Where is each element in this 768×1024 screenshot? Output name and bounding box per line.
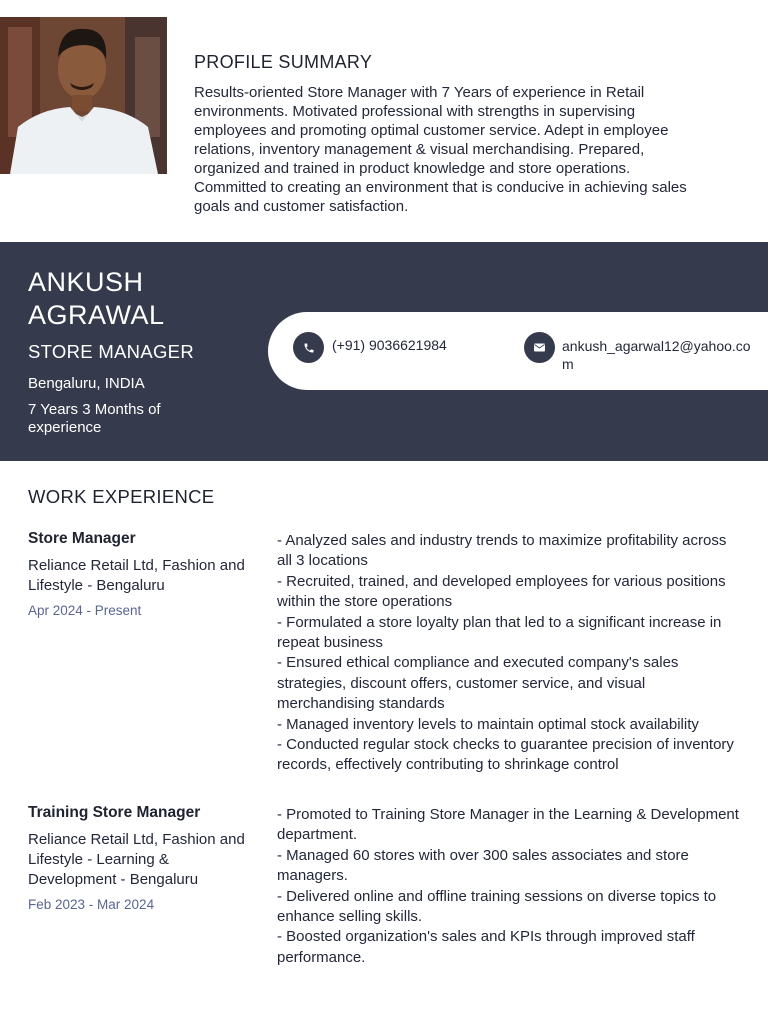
total-experience: 7 Years 3 Months of experience xyxy=(28,401,161,436)
responsibility-item: - Managed 60 stores with over 300 sales associates and store managers. xyxy=(277,846,689,885)
responsibility-item: - Formulated a store loyalty plan that led to a significant increase in repeat business xyxy=(277,613,722,652)
candidate-role: STORE MANAGER xyxy=(28,341,194,362)
profile-summary-text: Results-oriented Store Manager with 7 Years of experience in Retail environments. Motivated professional with strengths in supervising employees and promoting optimal customer service. Adept in employee relations, inventory management & visual merchandising. Prepared, organized and trained in product knowledge and store operations. Committed to creating an environment that is conducive in achieving sales goals and customer satisfaction. xyxy=(194,84,687,215)
responsibility-item: - Conducted regular stock checks to guarantee precision of inventory records, effectively contributing to shrinkage control xyxy=(277,736,734,774)
profile-photo xyxy=(0,17,167,174)
work-experience-heading: WORK EXPERIENCE xyxy=(28,486,215,507)
responsibility-item: - Analyzed sales and industry trends to maximize profitability across all 3 locations xyxy=(277,532,727,570)
candidate-location: Bengaluru, INDIA xyxy=(28,375,145,392)
responsibility-item: - Managed inventory levels to maintain optimal stock availability xyxy=(277,715,699,733)
responsibility-item: - Boosted organization's sales and KPIs through improved staff performance. xyxy=(277,928,695,966)
responsibility-item: - Recruited, trained, and developed employees for various positions within the store operations xyxy=(277,572,726,611)
email-address[interactable]: ankush_agarwal12@yahoo.com xyxy=(562,338,751,372)
responsibility-item: - Delivered online and offline training sessions on diverse topics to enhance selling skills. xyxy=(277,887,717,926)
job-title: Training Store Manager xyxy=(28,804,201,821)
job-responsibilities xyxy=(277,531,741,776)
mail-icon xyxy=(524,332,555,363)
responsibility-item: - Ensured ethical compliance and executed company's sales strategies, discount offers, customer service, and visual merchandising standards xyxy=(277,654,679,713)
job-responsibilities xyxy=(277,805,741,968)
job-title: Store Manager xyxy=(28,530,136,547)
job-dates: Feb 2023 - Mar 2024 xyxy=(28,897,155,912)
phone-icon xyxy=(293,332,324,363)
job-dates: Apr 2024 - Present xyxy=(28,603,142,618)
profile-summary-heading: PROFILE SUMMARY xyxy=(194,52,373,72)
job-company: Reliance Retail Ltd, Fashion and Lifestyle - Learning & Development - Bengaluru xyxy=(28,831,245,888)
job-meta xyxy=(28,530,260,618)
job-meta xyxy=(28,804,260,912)
responsibility-item: - Promoted to Training Store Manager in the Learning & Development department. xyxy=(277,806,739,844)
candidate-name: ANKUSH AGRAWAL xyxy=(28,267,165,330)
job-company: Reliance Retail Ltd, Fashion and Lifestyle - Bengaluru xyxy=(28,557,245,594)
phone-number[interactable]: (+91) 9036621984 xyxy=(332,337,447,353)
